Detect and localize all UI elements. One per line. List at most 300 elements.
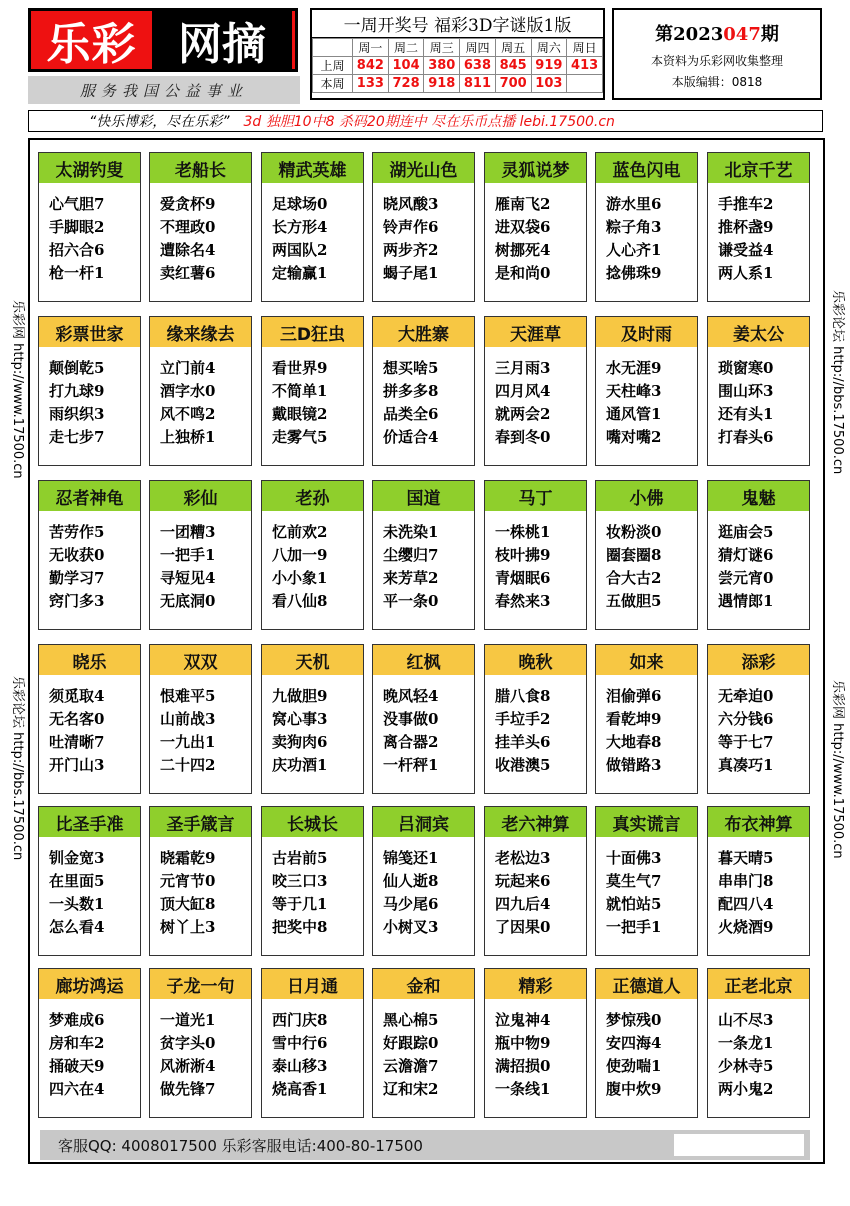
riddle-card <box>372 968 475 1118</box>
riddle-line: 五做胆5 <box>606 592 662 610</box>
riddle-line: 看世界9 <box>272 359 328 377</box>
riddle-card <box>261 968 364 1118</box>
riddle-card <box>484 644 587 794</box>
riddle-line: 苦劳作5 <box>49 523 105 541</box>
riddle-line: 铃声作6 <box>383 218 439 236</box>
riddle-card <box>595 806 698 956</box>
source-note: 本资料为乐彩网收集整理 <box>650 54 783 68</box>
issue-number: 第2023047期 <box>655 24 779 45</box>
riddle-line: 进双袋6 <box>495 218 551 236</box>
riddle-line: 树挪死4 <box>495 241 551 259</box>
card-lines <box>150 347 251 449</box>
riddle-card <box>707 480 810 630</box>
riddle-line: 十面佛3 <box>606 849 662 867</box>
riddle-line: 窍门多3 <box>49 592 105 610</box>
card-title: 彩仙 <box>150 481 251 511</box>
riddle-line: 莫生气7 <box>606 872 662 890</box>
card-lines <box>39 183 140 285</box>
riddle-line: 九做胆9 <box>272 687 328 705</box>
riddle-line: 爱贪杯9 <box>160 195 216 213</box>
riddle-line: 树丫上3 <box>160 918 216 936</box>
riddle-line: 两人系1 <box>718 264 774 282</box>
riddle-line: 二十四2 <box>160 756 216 774</box>
card-lines <box>373 347 474 449</box>
card-lines <box>373 183 474 285</box>
card-title: 马丁 <box>485 481 586 511</box>
riddle-line: 暮天晴5 <box>718 849 774 867</box>
riddle-line: 做错路3 <box>606 756 662 774</box>
riddle-line: 颠倒乾5 <box>49 359 105 377</box>
card-title: 北京千艺 <box>708 153 809 183</box>
riddle-line: 晓风酸3 <box>383 195 439 213</box>
riddle-card <box>38 968 141 1118</box>
riddle-line: 手脚眼2 <box>49 218 105 236</box>
riddle-line: 游水里6 <box>606 195 662 213</box>
card-title: 正老北京 <box>708 969 809 999</box>
riddle-line: 雨织织3 <box>49 405 105 423</box>
week-title: 一周开奖号 福彩3D字谜版1版 <box>312 10 603 38</box>
riddle-line: 无收获0 <box>49 546 105 564</box>
side-text-left-top: 乐彩网 http://www.17500.cn <box>10 300 25 479</box>
riddle-card <box>707 806 810 956</box>
riddle-card <box>372 644 475 794</box>
draw-number: 413 <box>567 57 603 75</box>
customer-service-text: 客服QQ: 4008017500 乐彩客服电话:400-80-17500 <box>58 1136 423 1155</box>
draw-number: 380 <box>424 57 460 75</box>
riddle-line: 逛庙会5 <box>718 523 774 541</box>
riddle-line: 定输赢1 <box>272 264 328 282</box>
riddle-card <box>149 806 252 956</box>
riddle-line: 来芳草2 <box>383 569 439 587</box>
riddle-line: 春然来3 <box>495 592 551 610</box>
riddle-line: 长方形4 <box>272 218 328 236</box>
card-lines <box>373 511 474 613</box>
riddle-line: 天柱峰3 <box>606 382 662 400</box>
riddle-line: 吐清晰7 <box>49 733 105 751</box>
riddle-line: 卖红薯6 <box>160 264 216 282</box>
card-title: 金和 <box>373 969 474 999</box>
issue-box <box>612 8 822 100</box>
riddle-line: 寻短见4 <box>160 569 216 587</box>
row-label: 上周 <box>313 57 353 75</box>
riddle-line: 怎么看4 <box>49 918 105 936</box>
riddle-line: 锦笺还1 <box>383 849 439 867</box>
riddle-line: 咬三口3 <box>272 872 328 890</box>
card-lines <box>262 675 363 777</box>
riddle-card <box>38 644 141 794</box>
customer-service-bar <box>40 1130 810 1160</box>
riddle-line: 没事做0 <box>383 710 439 728</box>
riddle-line: 枪一杆1 <box>49 264 105 282</box>
riddle-line: 捅破天9 <box>49 1057 105 1075</box>
weekly-draw-box <box>310 8 605 100</box>
riddle-line: 尝元宵0 <box>718 569 774 587</box>
riddle-line: 一条龙1 <box>718 1034 774 1052</box>
riddle-line: 一条线1 <box>495 1080 551 1098</box>
riddle-card <box>38 316 141 466</box>
weekly-draw-table <box>312 38 603 93</box>
riddle-line: 一把手1 <box>160 546 216 564</box>
day-header: 周四 <box>460 39 496 57</box>
draw-number: 842 <box>353 57 389 75</box>
riddle-line: 山前战3 <box>160 710 216 728</box>
riddle-line: 三月雨3 <box>495 359 551 377</box>
riddle-line: 琐窗寒0 <box>718 359 774 377</box>
riddle-line: 风不鸣2 <box>160 405 216 423</box>
riddle-line: 猜灯谜6 <box>718 546 774 564</box>
side-text-right-top: 乐彩论坛 http://bbs.17500.cn <box>830 290 845 475</box>
riddle-line: 圈套圈8 <box>606 546 662 564</box>
card-lines <box>596 675 697 777</box>
riddle-card <box>484 480 587 630</box>
riddle-line: 一道光1 <box>160 1011 216 1029</box>
riddle-line: 风淅淅4 <box>160 1057 216 1075</box>
riddle-line: 蝎子尾1 <box>383 264 439 282</box>
card-title: 国道 <box>373 481 474 511</box>
riddle-line: 青烟眠6 <box>495 569 551 587</box>
riddle-line: 无牵迫0 <box>718 687 774 705</box>
riddle-line: 挂羊头6 <box>495 733 551 751</box>
draw-number: 919 <box>531 57 567 75</box>
riddle-line: 看八仙8 <box>272 592 328 610</box>
riddle-line: 价适合4 <box>383 428 439 446</box>
riddle-line: 戴眼镜2 <box>272 405 328 423</box>
riddle-line: 钏金宽3 <box>49 849 105 867</box>
riddle-line: 火烧酒9 <box>718 918 774 936</box>
riddle-line: 恨难平5 <box>160 687 216 705</box>
riddle-line: 泣鬼神4 <box>495 1011 551 1029</box>
riddle-line: 一九出1 <box>160 733 216 751</box>
card-lines <box>485 837 586 939</box>
card-lines <box>485 999 586 1101</box>
card-title: 老六神算 <box>485 807 586 837</box>
riddle-line: 六分钱6 <box>718 710 774 728</box>
day-header: 周三 <box>424 39 460 57</box>
card-title: 天机 <box>262 645 363 675</box>
card-lines <box>596 837 697 939</box>
riddle-line: 心气胆7 <box>49 195 105 213</box>
card-lines <box>708 837 809 939</box>
riddle-line: 满招损0 <box>495 1057 551 1075</box>
card-lines <box>150 837 251 939</box>
riddle-line: 串串门8 <box>718 872 774 890</box>
card-title: 三D狂虫 <box>262 317 363 347</box>
riddle-line: 晓霜乾9 <box>160 849 216 867</box>
riddle-line: 品类全6 <box>383 405 439 423</box>
card-lines <box>150 183 251 285</box>
riddle-line: 遇情郎1 <box>718 592 774 610</box>
card-lines <box>596 347 697 449</box>
riddle-line: 仙人逝8 <box>383 872 439 890</box>
draw-number: 103 <box>531 75 567 93</box>
riddle-card <box>707 644 810 794</box>
riddle-line: 等于几1 <box>272 895 328 913</box>
riddle-card <box>149 644 252 794</box>
riddle-line: 西门庆8 <box>272 1011 328 1029</box>
riddle-line: 泰山移3 <box>272 1057 328 1075</box>
riddle-card <box>372 806 475 956</box>
card-lines <box>39 999 140 1101</box>
draw-number: 811 <box>460 75 496 93</box>
riddle-line: 老松边3 <box>495 849 551 867</box>
riddle-line: 雪中行6 <box>272 1034 328 1052</box>
riddle-line: 就怕站5 <box>606 895 662 913</box>
riddle-line: 四月风4 <box>495 382 551 400</box>
riddle-card <box>38 480 141 630</box>
riddle-line: 配四八4 <box>718 895 774 913</box>
card-lines <box>596 511 697 613</box>
draw-number <box>567 75 603 93</box>
card-lines <box>485 511 586 613</box>
riddle-line: 大地春8 <box>606 733 662 751</box>
riddle-line: 一把手1 <box>606 918 662 936</box>
riddle-line: 烧高香1 <box>272 1080 328 1098</box>
card-title: 布衣神算 <box>708 807 809 837</box>
card-title: 忍者神龟 <box>39 481 140 511</box>
draw-number: 700 <box>495 75 531 93</box>
riddle-card <box>261 316 364 466</box>
logo <box>28 8 298 72</box>
draw-number: 728 <box>388 75 424 93</box>
riddle-line: 走雾气5 <box>272 428 328 446</box>
riddle-card <box>707 152 810 302</box>
draw-number: 845 <box>495 57 531 75</box>
riddle-line: 就两会2 <box>495 405 551 423</box>
card-title: 精武英雄 <box>262 153 363 183</box>
card-title: 小佛 <box>596 481 697 511</box>
riddle-line: 妆粉淡0 <box>606 523 662 541</box>
riddle-line: 顶大缸8 <box>160 895 216 913</box>
banner-slogan: “快乐博彩，尽在乐彩” <box>89 114 230 130</box>
riddle-line: 把奖中8 <box>272 918 328 936</box>
riddle-line: 泪偷弹6 <box>606 687 662 705</box>
riddle-card <box>484 152 587 302</box>
card-lines <box>150 675 251 777</box>
riddle-line: 不简单1 <box>272 382 328 400</box>
editor-note: 本版编辑：0818 <box>671 75 763 89</box>
riddle-line: 做先锋7 <box>160 1080 216 1098</box>
card-title: 鬼魅 <box>708 481 809 511</box>
riddle-line: 四六在4 <box>49 1080 105 1098</box>
riddle-line: 安四海4 <box>606 1034 662 1052</box>
riddle-line: 无名客0 <box>49 710 105 728</box>
riddle-line: 一头数1 <box>49 895 105 913</box>
card-title: 正德道人 <box>596 969 697 999</box>
card-title: 子龙一句 <box>150 969 251 999</box>
riddle-line: 黑心棉5 <box>383 1011 439 1029</box>
riddle-line: 庆功酒1 <box>272 756 328 774</box>
riddle-line: 打春头6 <box>718 428 774 446</box>
card-lines <box>39 347 140 449</box>
card-lines <box>262 837 363 939</box>
card-title: 太湖钓叟 <box>39 153 140 183</box>
riddle-card <box>595 644 698 794</box>
riddle-card <box>484 806 587 956</box>
riddle-line: 腊八食8 <box>495 687 551 705</box>
riddle-card <box>707 968 810 1118</box>
riddle-card <box>484 316 587 466</box>
riddle-line: 好跟踪0 <box>383 1034 439 1052</box>
riddle-line: 小树叉3 <box>383 918 439 936</box>
riddle-line: 两小鬼2 <box>718 1080 774 1098</box>
riddle-line: 开门山3 <box>49 756 105 774</box>
riddle-card <box>595 480 698 630</box>
card-title: 晓乐 <box>39 645 140 675</box>
riddle-line: 山不尽3 <box>718 1011 774 1029</box>
riddle-line: 忆前欢2 <box>272 523 328 541</box>
riddle-line: 通风管1 <box>606 405 662 423</box>
riddle-card <box>149 152 252 302</box>
card-lines <box>150 999 251 1101</box>
footer-blank-box <box>674 1134 804 1156</box>
card-title: 比圣手准 <box>39 807 140 837</box>
riddle-line: 围山环3 <box>718 382 774 400</box>
card-title: 圣手箴言 <box>150 807 251 837</box>
riddle-card <box>38 806 141 956</box>
riddle-line: 谦受益4 <box>718 241 774 259</box>
riddle-card <box>38 152 141 302</box>
riddle-line: 人心齐1 <box>606 241 662 259</box>
riddle-line: 合大古2 <box>606 569 662 587</box>
riddle-line: 梦难成6 <box>49 1011 105 1029</box>
card-title: 廊坊鸿运 <box>39 969 140 999</box>
riddle-card <box>372 480 475 630</box>
card-title: 彩票世家 <box>39 317 140 347</box>
day-header: 周六 <box>531 39 567 57</box>
card-lines <box>596 183 697 285</box>
riddle-line: 酒字水0 <box>160 382 216 400</box>
riddle-line: 无底洞0 <box>160 592 216 610</box>
day-header: 周日 <box>567 39 603 57</box>
card-lines <box>708 183 809 285</box>
riddle-line: 须觅取4 <box>49 687 105 705</box>
riddle-line: 等于七7 <box>718 733 774 751</box>
riddle-card <box>484 968 587 1118</box>
card-title: 老孙 <box>262 481 363 511</box>
riddle-line: 手垃手2 <box>495 710 551 728</box>
side-text-left-bottom: 乐彩论坛 http://bbs.17500.cn <box>10 676 25 861</box>
riddle-line: 窝心事3 <box>272 710 328 728</box>
promo-banner <box>28 110 823 132</box>
riddle-line: 手推车2 <box>718 195 774 213</box>
riddle-line: 嘴对嘴2 <box>606 428 662 446</box>
riddle-line: 足球场0 <box>272 195 328 213</box>
riddle-line: 古岩前5 <box>272 849 328 867</box>
riddle-card <box>261 480 364 630</box>
draw-number: 918 <box>424 75 460 93</box>
riddle-line: 枝叶拂9 <box>495 546 551 564</box>
riddle-line: 是和尚0 <box>495 264 551 282</box>
row-label: 本周 <box>313 75 353 93</box>
riddle-line: 想买啥5 <box>383 359 439 377</box>
card-title: 及时雨 <box>596 317 697 347</box>
riddle-line: 少林寺5 <box>718 1057 774 1075</box>
card-title: 老船长 <box>150 153 251 183</box>
card-title: 灵狐说梦 <box>485 153 586 183</box>
riddle-card <box>372 316 475 466</box>
logo-text-2: 网摘 <box>152 11 292 69</box>
logo-text-1: 乐彩 <box>46 19 137 70</box>
slogan: 服务我国公益事业 <box>28 76 300 104</box>
card-lines <box>373 837 474 939</box>
riddle-line: 离合器2 <box>383 733 439 751</box>
riddle-line: 两国队2 <box>272 241 328 259</box>
card-lines <box>39 511 140 613</box>
riddle-line: 看乾坤9 <box>606 710 662 728</box>
riddle-line: 打九球9 <box>49 382 105 400</box>
riddle-line: 小小象1 <box>272 569 328 587</box>
riddle-card <box>149 968 252 1118</box>
riddle-line: 遭除名4 <box>160 241 216 259</box>
card-lines <box>39 675 140 777</box>
riddle-card <box>595 316 698 466</box>
card-title: 晚秋 <box>485 645 586 675</box>
riddle-line: 一杆秤1 <box>383 756 439 774</box>
riddle-line: 玩起来6 <box>495 872 551 890</box>
card-lines <box>373 999 474 1101</box>
draw-number: 104 <box>388 57 424 75</box>
riddle-line: 四九后4 <box>495 895 551 913</box>
card-lines <box>708 347 809 449</box>
riddle-line: 瓶中物9 <box>495 1034 551 1052</box>
riddle-line: 勤学习7 <box>49 569 105 587</box>
riddle-line: 辽和宋2 <box>383 1080 439 1098</box>
card-title: 精彩 <box>485 969 586 999</box>
day-header: 周二 <box>388 39 424 57</box>
draw-number: 638 <box>460 57 496 75</box>
card-title: 日月通 <box>262 969 363 999</box>
riddle-line: 一团糟3 <box>160 523 216 541</box>
card-title: 大胜寨 <box>373 317 474 347</box>
riddle-line: 卖狗肉6 <box>272 733 328 751</box>
side-text-right-bottom: 乐彩网 http://www.17500.cn <box>830 680 845 859</box>
riddle-line: 房和车2 <box>49 1034 105 1052</box>
card-title: 添彩 <box>708 645 809 675</box>
card-title: 缘来缘去 <box>150 317 251 347</box>
riddle-card <box>372 152 475 302</box>
riddle-line: 粽子角3 <box>606 218 662 236</box>
riddle-card <box>261 644 364 794</box>
card-title: 红枫 <box>373 645 474 675</box>
riddle-card <box>261 152 364 302</box>
riddle-line: 腹中炊9 <box>606 1080 662 1098</box>
card-title: 真实谎言 <box>596 807 697 837</box>
card-lines <box>373 675 474 777</box>
card-lines <box>39 837 140 939</box>
riddle-line: 还有头1 <box>718 405 774 423</box>
card-title: 天涯草 <box>485 317 586 347</box>
card-title: 长城长 <box>262 807 363 837</box>
day-header: 周五 <box>495 39 531 57</box>
riddle-line: 上独桥1 <box>160 428 216 446</box>
card-title: 吕洞宾 <box>373 807 474 837</box>
riddle-line: 一株桃1 <box>495 523 551 541</box>
banner-promo-link[interactable]: 3d 独胆10中8 杀码20期连中 尽在乐币点播 lebi.17500.cn <box>243 114 615 130</box>
card-lines <box>485 675 586 777</box>
riddle-line: 收港澳5 <box>495 756 551 774</box>
riddle-card <box>149 316 252 466</box>
riddle-line: 春到冬0 <box>495 428 551 446</box>
card-lines <box>596 999 697 1101</box>
card-title: 蓝色闪电 <box>596 153 697 183</box>
riddle-line: 推杯盏9 <box>718 218 774 236</box>
card-lines <box>262 999 363 1101</box>
riddle-line: 走七步7 <box>49 428 105 446</box>
riddle-line: 立门前4 <box>160 359 216 377</box>
card-lines <box>150 511 251 613</box>
riddle-line: 拼多多8 <box>383 382 439 400</box>
riddle-line: 捻佛珠9 <box>606 264 662 282</box>
